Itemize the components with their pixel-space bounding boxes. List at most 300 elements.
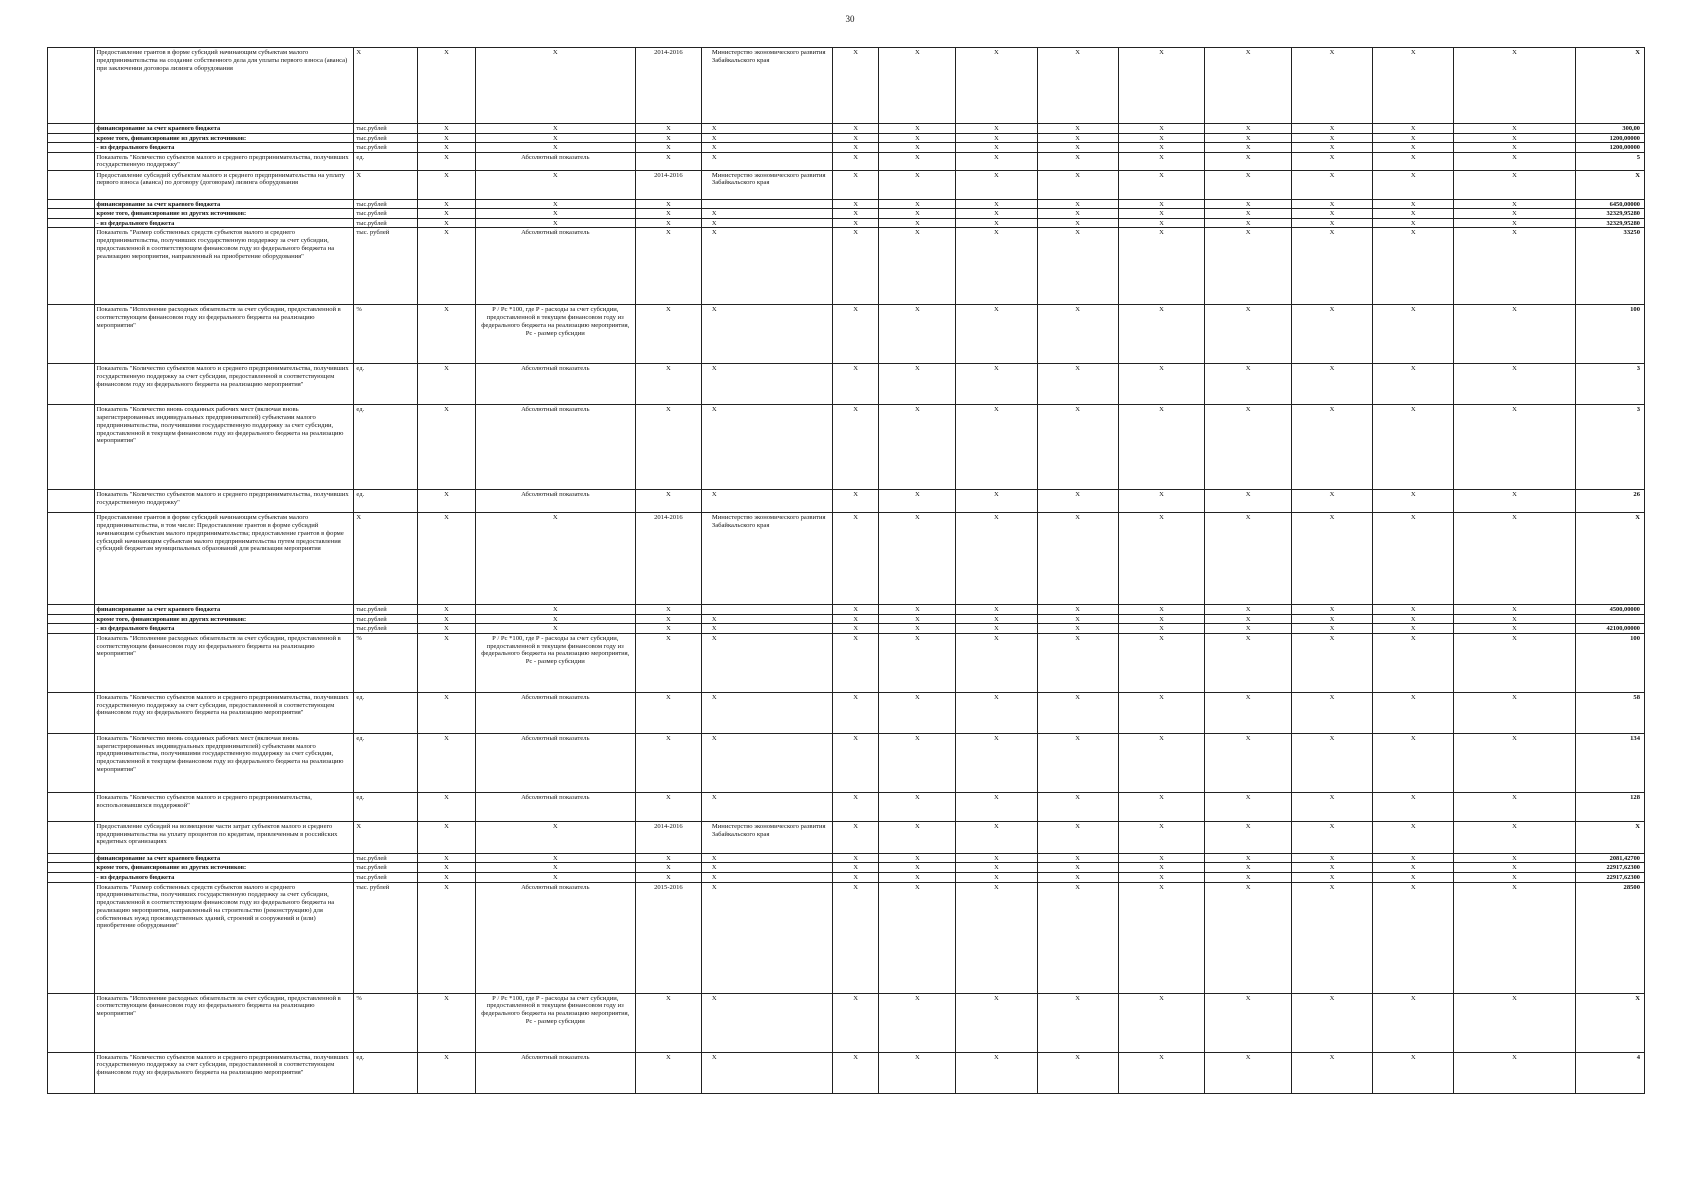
- cell-formula: X: [475, 199, 635, 209]
- cell-y2015: X: [879, 513, 956, 605]
- cell-formula: Р / Рс *100, где Р - расходы за счет субсидии, предоставленной в текущем финансовом году из федерального бюджета на реализацию мероприятия, Рс - размер субсидии: [475, 633, 635, 692]
- cell-number: [48, 48, 95, 124]
- cell-y2017: X: [1037, 863, 1118, 873]
- cell-base-value: X: [418, 133, 475, 143]
- cell-y2021: X: [1373, 152, 1454, 170]
- cell-y2017: X: [1037, 873, 1118, 883]
- cell-y2014-plan: X: [832, 143, 879, 153]
- cell-period: 2014-2016: [635, 170, 701, 199]
- cell-unit: тыс. рублей: [354, 228, 418, 305]
- cell-formula: Абсолютный показатель: [475, 692, 635, 733]
- cell-y2022: X: [1454, 821, 1575, 853]
- cell-y2015: X: [879, 1052, 956, 1093]
- cell-y2020: X: [1291, 218, 1372, 228]
- cell-y2018: X: [1118, 209, 1205, 219]
- cell-y2017: X: [1037, 614, 1118, 624]
- table-row-ind: [48, 228, 1645, 305]
- cell-executor: X: [701, 614, 832, 624]
- cell-y2021: X: [1373, 633, 1454, 692]
- cell-y2016: X: [956, 821, 1037, 853]
- cell-y2021: X: [1373, 605, 1454, 615]
- cell-y2014-plan: X: [832, 624, 879, 634]
- cell-total: 32329,95280: [1575, 209, 1644, 219]
- cell-y2019: X: [1205, 199, 1292, 209]
- cell-name: Показатель "Исполнение расходных обязательств за счет субсидии, предоставленной в соответствующем финансовом году из федерального бюджета на реализацию мероприятия": [94, 993, 354, 1052]
- cell-formula: Абсолютный показатель: [475, 405, 635, 490]
- cell-y2017: X: [1037, 993, 1118, 1052]
- cell-y2019: X: [1205, 821, 1292, 853]
- cell-base-value: X: [418, 624, 475, 634]
- cell-y2021: X: [1373, 490, 1454, 513]
- cell-unit: ед.: [354, 364, 418, 405]
- cell-total: 100: [1575, 305, 1644, 364]
- cell-y2019: X: [1205, 124, 1292, 134]
- cell-y2022: X: [1454, 228, 1575, 305]
- cell-y2018: X: [1118, 364, 1205, 405]
- cell-y2022: X: [1454, 124, 1575, 134]
- cell-y2021: X: [1373, 993, 1454, 1052]
- cell-formula: Абсолютный показатель: [475, 228, 635, 305]
- cell-y2015: X: [879, 405, 956, 490]
- cell-y2022: X: [1454, 170, 1575, 199]
- cell-period: X: [635, 305, 701, 364]
- table-row-measure: [48, 821, 1645, 853]
- cell-y2017: X: [1037, 692, 1118, 733]
- cell-base-value: X: [418, 209, 475, 219]
- cell-period: 2015-2016: [635, 882, 701, 993]
- cell-y2021: X: [1373, 199, 1454, 209]
- page-number: 30: [845, 14, 855, 24]
- cell-y2019: X: [1205, 692, 1292, 733]
- cell-number: [48, 143, 95, 153]
- cell-y2014-plan: X: [832, 305, 879, 364]
- cell-y2019: X: [1205, 1052, 1292, 1093]
- cell-y2015: X: [879, 863, 956, 873]
- cell-y2016: X: [956, 513, 1037, 605]
- cell-unit: ед.: [354, 1052, 418, 1093]
- cell-y2018: X: [1118, 863, 1205, 873]
- cell-name: Показатель "Исполнение расходных обязательств за счет субсидии, предоставленной в соответствующем финансовом году из федерального бюджета на реализацию мероприятия": [94, 633, 354, 692]
- cell-number: [48, 873, 95, 883]
- cell-y2018: X: [1118, 228, 1205, 305]
- cell-y2017: X: [1037, 821, 1118, 853]
- cell-base-value: X: [418, 218, 475, 228]
- cell-number: [48, 199, 95, 209]
- cell-y2014-plan: X: [832, 490, 879, 513]
- cell-formula: X: [475, 124, 635, 134]
- cell-period: X: [635, 633, 701, 692]
- cell-y2019: X: [1205, 364, 1292, 405]
- cell-unit: X: [354, 821, 418, 853]
- cell-y2018: X: [1118, 733, 1205, 792]
- cell-name: - из федерального бюджета: [94, 218, 354, 228]
- cell-number: [48, 305, 95, 364]
- cell-y2022: X: [1454, 1052, 1575, 1093]
- cell-period: X: [635, 218, 701, 228]
- cell-number: [48, 993, 95, 1052]
- cell-executor: X: [701, 305, 832, 364]
- cell-y2019: X: [1205, 405, 1292, 490]
- cell-y2015: X: [879, 48, 956, 124]
- cell-period: X: [635, 364, 701, 405]
- cell-unit: тыс.рублей: [354, 199, 418, 209]
- cell-y2019: X: [1205, 152, 1292, 170]
- cell-y2014-plan: X: [832, 692, 879, 733]
- cell-y2017: X: [1037, 792, 1118, 821]
- cell-total: 2081,42700: [1575, 853, 1644, 863]
- cell-y2016: X: [956, 614, 1037, 624]
- cell-y2021: X: [1373, 48, 1454, 124]
- cell-y2015: X: [879, 305, 956, 364]
- cell-executor: X: [701, 882, 832, 993]
- table-row-ind: [48, 490, 1645, 513]
- cell-y2016: X: [956, 490, 1037, 513]
- cell-period: X: [635, 405, 701, 490]
- cell-unit: ед.: [354, 152, 418, 170]
- cell-y2015: X: [879, 792, 956, 821]
- cell-y2021: X: [1373, 405, 1454, 490]
- cell-y2016: X: [956, 218, 1037, 228]
- cell-y2020: X: [1291, 405, 1372, 490]
- table-row-ind: [48, 633, 1645, 692]
- cell-y2014-plan: X: [832, 792, 879, 821]
- cell-number: [48, 792, 95, 821]
- cell-name: Показатель "Размер собственных средств субъектов малого и среднего предпринимательства, получивших государственную поддержку за счет субсидии, предоставленной в соответствующем финансовом году из федерального бюджета на реализацию мероприятия, направленный на приобретение оборудования": [94, 228, 354, 305]
- cell-y2020: X: [1291, 124, 1372, 134]
- cell-number: [48, 405, 95, 490]
- cell-y2020: X: [1291, 305, 1372, 364]
- cell-y2020: X: [1291, 1052, 1372, 1093]
- cell-formula: X: [475, 873, 635, 883]
- cell-name: Предоставление грантов в форме субсидий начинающим субъектам малого предпринимательства на создание собственного дела для уплаты первого взноса (аванса) при заключении договора лизинга оборудования: [94, 48, 354, 124]
- cell-period: X: [635, 993, 701, 1052]
- cell-y2022: X: [1454, 133, 1575, 143]
- cell-y2021: X: [1373, 863, 1454, 873]
- cell-y2017: X: [1037, 143, 1118, 153]
- cell-base-value: X: [418, 199, 475, 209]
- cell-y2015: X: [879, 633, 956, 692]
- cell-total: 1200,00000: [1575, 133, 1644, 143]
- cell-y2020: X: [1291, 624, 1372, 634]
- cell-formula: X: [475, 863, 635, 873]
- cell-y2015: X: [879, 152, 956, 170]
- cell-y2019: X: [1205, 863, 1292, 873]
- cell-y2017: X: [1037, 209, 1118, 219]
- cell-y2019: X: [1205, 624, 1292, 634]
- cell-total: 3: [1575, 405, 1644, 490]
- cell-formula: X: [475, 143, 635, 153]
- cell-executor: X: [701, 624, 832, 634]
- cell-y2021: X: [1373, 133, 1454, 143]
- cell-unit: ед.: [354, 490, 418, 513]
- cell-y2016: X: [956, 170, 1037, 199]
- cell-y2014-plan: X: [832, 633, 879, 692]
- cell-y2017: X: [1037, 133, 1118, 143]
- table-row-fin: [48, 605, 1645, 615]
- cell-y2021: X: [1373, 624, 1454, 634]
- cell-executor: X: [701, 863, 832, 873]
- cell-total: 32329,95280: [1575, 218, 1644, 228]
- cell-executor: X: [701, 405, 832, 490]
- table-row-fin: [48, 209, 1645, 219]
- cell-y2016: X: [956, 143, 1037, 153]
- cell-total: 33250: [1575, 228, 1644, 305]
- cell-period: X: [635, 133, 701, 143]
- cell-y2022: X: [1454, 364, 1575, 405]
- cell-number: [48, 209, 95, 219]
- cell-y2015: X: [879, 873, 956, 883]
- cell-unit: %: [354, 993, 418, 1052]
- cell-y2014-plan: X: [832, 133, 879, 143]
- cell-number: [48, 218, 95, 228]
- cell-base-value: X: [418, 364, 475, 405]
- cell-period: X: [635, 873, 701, 883]
- cell-y2021: X: [1373, 305, 1454, 364]
- cell-base-value: X: [418, 48, 475, 124]
- cell-number: [48, 733, 95, 792]
- cell-total: 58: [1575, 692, 1644, 733]
- cell-y2021: X: [1373, 513, 1454, 605]
- cell-y2017: X: [1037, 364, 1118, 405]
- cell-y2019: X: [1205, 873, 1292, 883]
- cell-y2016: X: [956, 364, 1037, 405]
- cell-base-value: X: [418, 873, 475, 883]
- cell-base-value: X: [418, 853, 475, 863]
- cell-formula: X: [475, 513, 635, 605]
- cell-y2015: X: [879, 209, 956, 219]
- cell-y2018: X: [1118, 170, 1205, 199]
- cell-formula: X: [475, 218, 635, 228]
- cell-y2014-plan: X: [832, 228, 879, 305]
- cell-y2014-plan: X: [832, 513, 879, 605]
- cell-y2015: X: [879, 199, 956, 209]
- cell-total: X: [1575, 48, 1644, 124]
- cell-executor: X: [701, 133, 832, 143]
- cell-y2015: X: [879, 228, 956, 305]
- cell-period: X: [635, 624, 701, 634]
- cell-y2016: X: [956, 605, 1037, 615]
- cell-executor: X: [701, 124, 832, 134]
- cell-executor: X: [701, 152, 832, 170]
- cell-y2015: X: [879, 124, 956, 134]
- cell-unit: тыс.рублей: [354, 209, 418, 219]
- cell-number: [48, 614, 95, 624]
- cell-y2021: X: [1373, 733, 1454, 792]
- cell-y2020: X: [1291, 133, 1372, 143]
- cell-y2020: X: [1291, 853, 1372, 863]
- cell-y2022: X: [1454, 143, 1575, 153]
- cell-y2017: X: [1037, 1052, 1118, 1093]
- cell-y2014-plan: X: [832, 863, 879, 873]
- cell-number: [48, 124, 95, 134]
- cell-y2018: X: [1118, 199, 1205, 209]
- cell-y2015: X: [879, 218, 956, 228]
- cell-base-value: X: [418, 1052, 475, 1093]
- table-row-fin: [48, 218, 1645, 228]
- cell-y2020: X: [1291, 364, 1372, 405]
- cell-y2020: X: [1291, 792, 1372, 821]
- cell-unit: ед.: [354, 733, 418, 792]
- cell-y2017: X: [1037, 513, 1118, 605]
- cell-name: Показатель "Количество субъектов малого и среднего предпринимательства, получивших государственную поддержку за счет субсидии, предоставленной в соответствующем финансовом году из федерального бюджета на реализацию мероприятия": [94, 692, 354, 733]
- cell-y2022: X: [1454, 490, 1575, 513]
- cell-unit: %: [354, 305, 418, 364]
- cell-y2020: X: [1291, 513, 1372, 605]
- cell-formula: Абсолютный показатель: [475, 1052, 635, 1093]
- cell-number: [48, 853, 95, 863]
- table-row-fin: [48, 853, 1645, 863]
- cell-y2020: X: [1291, 199, 1372, 209]
- cell-y2022: X: [1454, 209, 1575, 219]
- cell-executor: X: [701, 143, 832, 153]
- cell-y2021: X: [1373, 692, 1454, 733]
- cell-name: Показатель "Размер собственных средств субъектов малого и среднего предпринимательства, получивших государственную поддержку за счет субсидии, предоставленной в соответствующем финансовом году из федерального бюджета на реализацию мероприятия, направленный на строительство (реконструкцию) для собственных нужд производственных зданий, строений и сооружений и (или) приобретение оборудования": [94, 882, 354, 993]
- cell-y2022: X: [1454, 605, 1575, 615]
- cell-total: 3: [1575, 364, 1644, 405]
- cell-number: [48, 624, 95, 634]
- cell-name: Показатель "Исполнение расходных обязательств за счет субсидии, предоставленной в соответствующем финансовом году из федерального бюджета на реализацию мероприятия": [94, 305, 354, 364]
- cell-y2021: X: [1373, 821, 1454, 853]
- table-row-fin: [48, 133, 1645, 143]
- cell-y2021: X: [1373, 209, 1454, 219]
- cell-y2015: X: [879, 882, 956, 993]
- cell-base-value: X: [418, 633, 475, 692]
- cell-y2019: X: [1205, 490, 1292, 513]
- cell-y2014-plan: X: [832, 124, 879, 134]
- table-body: [48, 48, 1645, 1094]
- table-row-fin: [48, 199, 1645, 209]
- cell-total: 22917,62300: [1575, 863, 1644, 873]
- cell-total: [1575, 614, 1644, 624]
- cell-y2016: X: [956, 692, 1037, 733]
- cell-number: [48, 152, 95, 170]
- cell-period: X: [635, 614, 701, 624]
- cell-unit: тыс.рублей: [354, 863, 418, 873]
- cell-y2017: X: [1037, 124, 1118, 134]
- cell-y2014-plan: X: [832, 873, 879, 883]
- cell-y2022: X: [1454, 882, 1575, 993]
- cell-name: кроме того, финансирование из других источников:: [94, 863, 354, 873]
- cell-period: 2014-2016: [635, 821, 701, 853]
- cell-y2014-plan: X: [832, 405, 879, 490]
- cell-total: 42100,00000: [1575, 624, 1644, 634]
- cell-total: 5: [1575, 152, 1644, 170]
- cell-y2019: X: [1205, 143, 1292, 153]
- cell-y2015: X: [879, 853, 956, 863]
- cell-y2016: X: [956, 199, 1037, 209]
- cell-y2021: X: [1373, 143, 1454, 153]
- cell-y2016: X: [956, 792, 1037, 821]
- cell-executor: X: [701, 792, 832, 821]
- cell-y2019: X: [1205, 305, 1292, 364]
- cell-name: кроме того, финансирование из других источников:: [94, 209, 354, 219]
- cell-y2016: X: [956, 124, 1037, 134]
- cell-y2019: X: [1205, 48, 1292, 124]
- cell-y2014-plan: X: [832, 170, 879, 199]
- cell-period: X: [635, 209, 701, 219]
- cell-formula: Р / Рс *100, где Р - расходы за счет субсидии, предоставленной в текущем финансовом году из федерального бюджета на реализацию мероприятия, Рс - размер субсидии: [475, 993, 635, 1052]
- cell-y2015: X: [879, 993, 956, 1052]
- cell-period: X: [635, 1052, 701, 1093]
- cell-y2019: X: [1205, 170, 1292, 199]
- cell-y2020: X: [1291, 873, 1372, 883]
- cell-unit: X: [354, 48, 418, 124]
- cell-unit: тыс.рублей: [354, 133, 418, 143]
- cell-y2017: X: [1037, 170, 1118, 199]
- cell-executor: Министерство экономического развития Забайкальского края: [701, 170, 832, 199]
- cell-base-value: X: [418, 614, 475, 624]
- cell-y2017: X: [1037, 199, 1118, 209]
- table-row-ind: [48, 882, 1645, 993]
- cell-y2021: X: [1373, 124, 1454, 134]
- cell-base-value: X: [418, 792, 475, 821]
- cell-period: X: [635, 490, 701, 513]
- cell-y2019: X: [1205, 218, 1292, 228]
- cell-formula: X: [475, 209, 635, 219]
- cell-y2022: X: [1454, 48, 1575, 124]
- cell-y2015: X: [879, 364, 956, 405]
- cell-y2016: X: [956, 863, 1037, 873]
- table-row-fin: [48, 614, 1645, 624]
- table-row-ind: [48, 692, 1645, 733]
- cell-y2020: X: [1291, 993, 1372, 1052]
- cell-y2014-plan: X: [832, 605, 879, 615]
- cell-y2015: X: [879, 692, 956, 733]
- cell-name: Показатель "Количество субъектов малого и среднего предпринимательства, получивших государственную поддержку за счет субсидии, предоставленной в соответствующем финансовом году из федерального бюджета на реализацию мероприятия": [94, 364, 354, 405]
- cell-y2014-plan: X: [832, 853, 879, 863]
- cell-y2019: X: [1205, 605, 1292, 615]
- cell-y2017: X: [1037, 218, 1118, 228]
- cell-base-value: X: [418, 170, 475, 199]
- cell-number: [48, 133, 95, 143]
- cell-number: [48, 1052, 95, 1093]
- cell-name: Предоставление субсидий субъектам малого и среднего предпринимательства на уплату первого взноса (аванса) по договору (договорам) лизинга оборудования: [94, 170, 354, 199]
- cell-executor: X: [701, 873, 832, 883]
- cell-y2020: X: [1291, 490, 1372, 513]
- cell-name: Предоставление субсидий на возмещение части затрат субъектов малого и среднего предпринимательства на уплату процентов по кредитам, привлеченным в российских кредитных организациях: [94, 821, 354, 853]
- cell-y2017: X: [1037, 228, 1118, 305]
- cell-total: 134: [1575, 733, 1644, 792]
- cell-number: [48, 513, 95, 605]
- cell-base-value: X: [418, 605, 475, 615]
- cell-formula: X: [475, 605, 635, 615]
- cell-period: 2014-2016: [635, 513, 701, 605]
- cell-y2018: X: [1118, 624, 1205, 634]
- cell-y2018: X: [1118, 405, 1205, 490]
- cell-formula: Р / Рс *100, где Р - расходы за счет субсидии, предоставленной в текущем финансовом году из федерального бюджета на реализацию мероприятия, Рс - размер субсидии: [475, 305, 635, 364]
- cell-total: 300,00: [1575, 124, 1644, 134]
- cell-total: 6450,00000: [1575, 199, 1644, 209]
- cell-period: 2014-2016: [635, 48, 701, 124]
- cell-y2016: X: [956, 882, 1037, 993]
- cell-y2015: X: [879, 614, 956, 624]
- cell-base-value: X: [418, 490, 475, 513]
- cell-y2017: X: [1037, 48, 1118, 124]
- cell-y2020: X: [1291, 614, 1372, 624]
- table-row-ind: [48, 152, 1645, 170]
- cell-unit: тыс.рублей: [354, 853, 418, 863]
- cell-unit: тыс. рублей: [354, 882, 418, 993]
- cell-name: - из федерального бюджета: [94, 873, 354, 883]
- cell-y2019: X: [1205, 513, 1292, 605]
- cell-y2014-plan: X: [832, 733, 879, 792]
- cell-y2022: X: [1454, 305, 1575, 364]
- cell-formula: X: [475, 624, 635, 634]
- cell-y2015: X: [879, 733, 956, 792]
- cell-executor: X: [701, 633, 832, 692]
- cell-total: 26: [1575, 490, 1644, 513]
- cell-y2018: X: [1118, 633, 1205, 692]
